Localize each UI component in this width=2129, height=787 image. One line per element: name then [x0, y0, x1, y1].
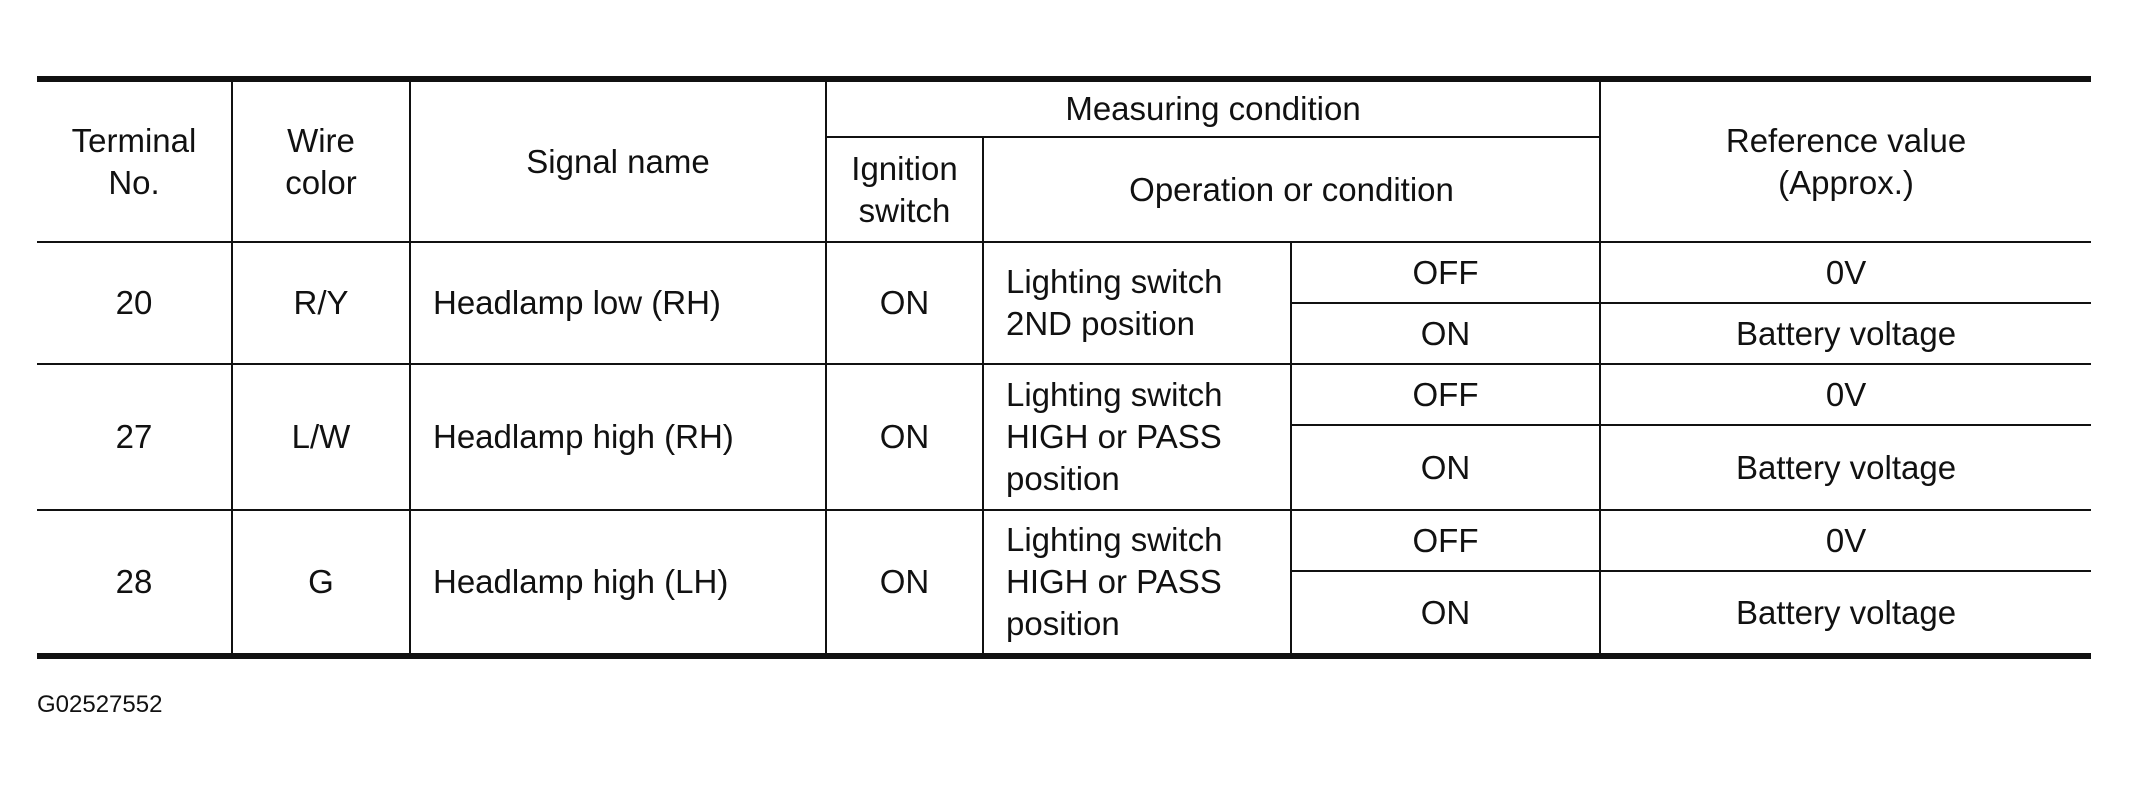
terminal-cell: 28: [37, 510, 232, 656]
condition-cell: ON: [1291, 425, 1600, 510]
terminal-reference-table: [37, 76, 2091, 659]
table-row: [37, 242, 2091, 303]
header-reference-value: Reference value (Approx.): [1600, 79, 2091, 242]
signal-name-cell: Headlamp low (RH): [410, 242, 826, 364]
condition-cell: OFF: [1291, 364, 1600, 425]
wire-color-cell: R/Y: [232, 242, 410, 364]
table-row: [37, 364, 2091, 425]
reference-value-cell: 0V: [1600, 364, 2091, 425]
terminal-cell: 20: [37, 242, 232, 364]
reference-value-cell: Battery voltage: [1600, 303, 2091, 364]
ignition-switch-cell: ON: [826, 364, 983, 510]
signal-name-cell: Headlamp high (RH): [410, 364, 826, 510]
signal-name-cell: Headlamp high (LH): [410, 510, 826, 656]
header-terminal-no: Terminal No.: [37, 79, 232, 242]
reference-value-cell: Battery voltage: [1600, 425, 2091, 510]
wire-color-cell: G: [232, 510, 410, 656]
table-row: [37, 510, 2091, 571]
wire-color-cell: L/W: [232, 364, 410, 510]
operation-cell: Lighting switch HIGH or PASS position: [983, 364, 1291, 510]
header-signal-name: Signal name: [410, 79, 826, 242]
header-wire-color: Wire color: [232, 79, 410, 242]
reference-value-cell: 0V: [1600, 510, 2091, 571]
header-operation-or-condition: Operation or condition: [983, 137, 1600, 242]
header-measuring-condition: Measuring condition: [826, 79, 1600, 137]
condition-cell: OFF: [1291, 242, 1600, 303]
operation-cell: Lighting switch 2ND position: [983, 242, 1291, 364]
figure-id-label: G02527552: [37, 691, 163, 718]
reference-value-cell: Battery voltage: [1600, 571, 2091, 656]
ignition-switch-cell: ON: [826, 510, 983, 656]
condition-cell: OFF: [1291, 510, 1600, 571]
condition-cell: ON: [1291, 303, 1600, 364]
terminal-cell: 27: [37, 364, 232, 510]
operation-cell: Lighting switch HIGH or PASS position: [983, 510, 1291, 656]
header-row-1: [37, 79, 2091, 137]
condition-cell: ON: [1291, 571, 1600, 656]
ignition-switch-cell: ON: [826, 242, 983, 364]
reference-value-cell: 0V: [1600, 242, 2091, 303]
header-ignition-switch: Ignition switch: [826, 137, 983, 242]
